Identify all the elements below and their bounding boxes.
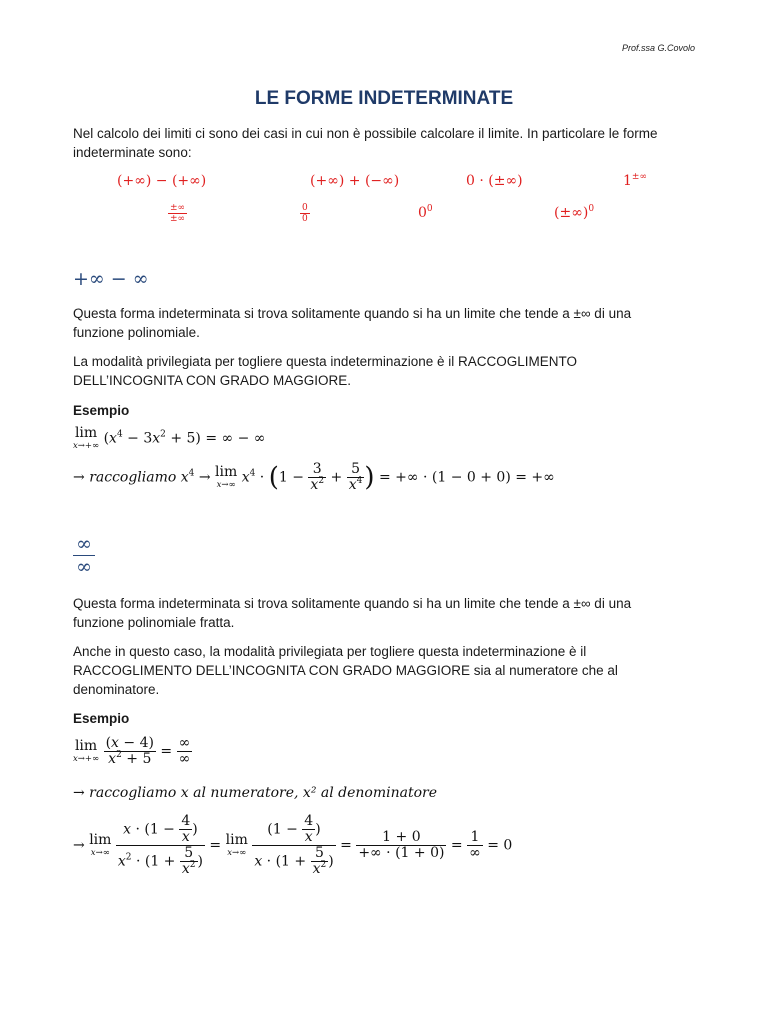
- form-zero-over-zero: $\frac{0}{0}$: [302, 203, 308, 224]
- section1-formula-2: → raccogliamo $x^4$ → lim x→∞ $x^4 \cdot (1$ − $\frac{3}{x^2}$ + $\frac{5}{x^4}$ ) = +∞ · (1 − 0 + 0) = +∞: [73, 461, 555, 493]
- section1-p1-line1: Questa forma indeterminata si trova solitamente quando si ha un limite che tende a ±∞ di una: [73, 306, 632, 321]
- form-inf-plus-neginf: (+∞) + (−∞): [310, 173, 400, 189]
- section2-heading: ∞ ∞: [73, 533, 95, 578]
- section1-p2-line2: DELL’INCOGNITA CON GRADO MAGGIORE.: [73, 373, 352, 388]
- form-zero-times-inf: 0 · (±∞): [466, 173, 523, 189]
- section1-p1-line2: funzione polinomiale.: [73, 325, 200, 340]
- section2-example-label: Esempio: [73, 711, 130, 726]
- form-one-pow-inf: 1±∞: [623, 172, 647, 189]
- intro-line-2: indeterminate sono:: [73, 145, 192, 160]
- intro-line-1: Nel calcolo dei limiti ci sono dei casi in cui non è possibile calcolare il limite. In particolare le forme: [73, 126, 658, 141]
- form-zero-pow-zero: $0^0$: [418, 204, 433, 221]
- page-title: LE FORME INDETERMINATE: [254, 88, 514, 109]
- form-inf-pow-zero: (±∞)$^0$: [554, 204, 595, 221]
- section1-p2-line1: La modalità privilegiata per togliere questa indeterminazione è il RACCOGLIMENTO: [73, 354, 577, 369]
- section2-p2-line2: RACCOGLIMENTO DELL’INCOGNITA CON GRADO MAGGIORE sia al numeratore che al: [73, 663, 618, 678]
- section1-formula-1: lim x→+∞ $(x^4 - 3x^2 + 5)$ = ∞ − ∞: [73, 425, 266, 451]
- section2-p2-line1: Anche in questo caso, la modalità privilegiata per togliere questa indeterminazione è il: [73, 644, 587, 659]
- section2-p1-line2: funzione polinomiale fratta.: [73, 615, 235, 630]
- form-inf-over-inf: $\frac{\pm\infty}{\pm\infty}$: [170, 203, 186, 224]
- section2-p1-line1: Questa forma indeterminata si trova solitamente quando si ha un limite che tende a ±∞ di una: [73, 596, 632, 611]
- author-name: Prof.ssa G.Covolo: [622, 43, 696, 53]
- section1-heading: +∞ − ∞: [73, 268, 149, 290]
- section2-p2-line3: denominatore.: [73, 682, 160, 697]
- form-inf-minus-inf: (+∞) − (+∞): [117, 173, 207, 189]
- section2-formula-2: → lim x→∞ x · (1 − $\frac{4}{x}$ ) $x^2 \cdot (1$ + $\frac{5}{x^2}$ ) = lim x→∞ (1 − $\frac{4}{x}$ ) x · (1 + $\frac{5}{x^2}$ ) = $\frac{1 + 0}{+\infty \cdot (1 + 0)}$ = $\frac{1}{\infty}$ = 0: [73, 813, 513, 877]
- section2-step-text: → raccogliamo x al numeratore, x² al denominatore: [73, 785, 438, 801]
- section2-formula-1: lim x→+∞ $\frac{(x - 4)}{x^2 + 5}$ = $\frac{\infty}{\infty}$: [73, 735, 191, 767]
- section1-example-label: Esempio: [73, 403, 130, 418]
